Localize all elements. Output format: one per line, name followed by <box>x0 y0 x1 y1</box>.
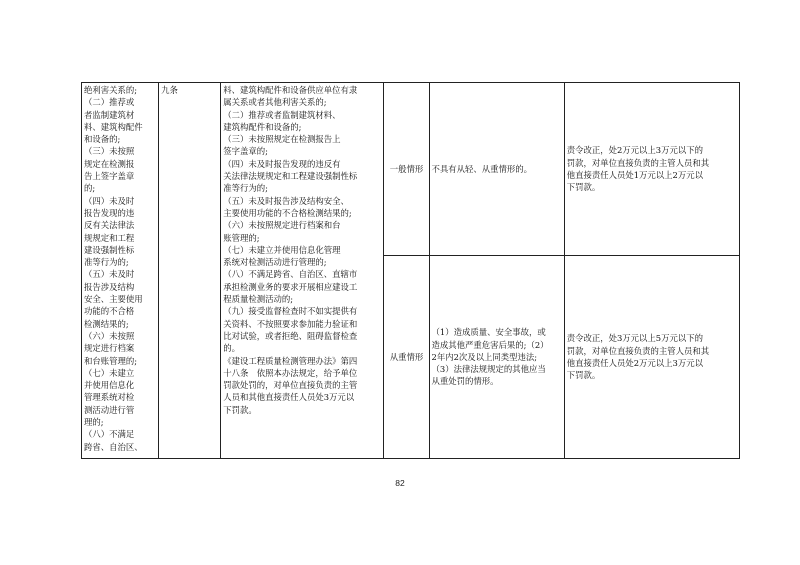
regulation-line: （五）未及时报告涉及结构安全、 <box>223 195 349 206</box>
legal-basis-line: 建设强制性标 <box>84 244 135 255</box>
standard-general-line: 责令改正，处2万元以上3万元以下的 <box>566 145 703 156</box>
regulation-line: 罚款处罚的，对单位直接负责的主管 <box>223 380 358 391</box>
article-label: 九条 <box>161 85 178 95</box>
legal-basis-line: 跨省、自治区、 <box>84 441 143 452</box>
regulation-cell <box>221 83 384 459</box>
legal-basis-line: 的; <box>84 183 96 194</box>
regulation-line: 十八条 依照本办法规定，给予单位 <box>223 367 358 378</box>
level-cell-severe <box>384 256 429 459</box>
legal-basis-line: 功能的不合格 <box>84 306 135 317</box>
legal-basis-line: （六）未按照 <box>84 330 135 341</box>
legal-basis-line: 和台账管理的; <box>84 355 138 366</box>
legal-basis-line: 者监制建筑材 <box>84 109 135 120</box>
circumstance-cell-severe <box>429 256 564 459</box>
legal-basis-line: （二）推荐或 <box>84 97 135 108</box>
regulation-line: 程质量检测活动的; <box>223 294 294 305</box>
legal-basis-line: 反有关法律法 <box>84 220 135 231</box>
legal-basis-line: 理的; <box>84 417 104 428</box>
legal-basis-line: （三）未按照 <box>84 146 135 157</box>
penalty-table <box>81 82 740 459</box>
legal-basis-line: 安全、主要使用 <box>84 294 143 305</box>
regulation-line: 下罚款。 <box>223 404 257 415</box>
circumstance-cell-general <box>429 83 564 256</box>
standard-general-line: 下罚款。 <box>566 182 601 193</box>
regulation-text <box>223 84 381 416</box>
standard-general-line: 罚款，对单位直接负责的主管人员和其 <box>566 157 710 168</box>
legal-basis-line: 检测结果的; <box>84 318 129 329</box>
page-number: 82 <box>395 478 405 488</box>
circumstance-severe-line: （1）造成质量、安全事故，或 <box>431 327 546 338</box>
standard-severe-line: 责令改正，处3万元以上5万元以下的 <box>566 333 703 344</box>
regulation-line: 关资料、不按照要求参加能力验证和 <box>223 318 358 329</box>
legal-basis-line: 规定在检测报 <box>84 158 135 169</box>
legal-basis-line: 并使用信息化 <box>84 380 135 391</box>
circumstance-severe-line: 造成其他严重危害后果的;（2） <box>431 339 549 350</box>
regulation-line: （四）未及时报告发现的违反有 <box>223 158 341 169</box>
regulation-line: （六）未按照规定进行档案和台 <box>223 220 341 231</box>
regulation-line: 属关系或者其他利害关系的; <box>223 97 327 108</box>
regulation-line: （九）接受监督检查时不如实提供有 <box>223 306 358 317</box>
standard-severe-line: 下罚款。 <box>566 370 601 381</box>
regulation-line: 主要使用功能的不合格检测结果的; <box>223 207 352 218</box>
regulation-line: 建筑构配件和设备的; <box>223 121 302 132</box>
legal-basis-cell <box>82 83 159 459</box>
regulation-line: 关法律法规规定和工程建设强制性标 <box>223 171 358 182</box>
regulation-line: 系统对检测活动进行管理的; <box>223 257 327 268</box>
legal-basis-line: 规定进行档案 <box>84 343 135 354</box>
circumstance-severe-line: 从重处罚的情形。 <box>431 376 499 387</box>
circumstance-severe-line: （3）法律法规规定的其他应当 <box>431 364 546 375</box>
standard-severe-line: 罚款，对单位直接负责的主管人员和其 <box>566 345 710 356</box>
legal-basis-line: （八）不满足 <box>84 429 135 440</box>
standard-severe-line: 他直接责任人员处2万元以上3万元以 <box>566 358 703 368</box>
legal-basis-line: 准等行为的; <box>84 257 129 268</box>
legal-basis-line: 管理系统对检 <box>84 392 135 403</box>
regulation-line: （八）不满足跨省、自治区、直辖市 <box>223 269 358 280</box>
standard-general-text <box>567 144 737 193</box>
circumstance-general: 不具有从轻、从重情形的。 <box>431 163 532 174</box>
level-cell-general <box>384 83 429 256</box>
legal-basis-line: （五）未及时 <box>84 269 135 280</box>
table-row-general <box>82 83 740 256</box>
regulation-line: 准等行为的; <box>223 183 268 194</box>
level-general: 一般情形 <box>389 163 424 174</box>
legal-basis-line: 报告发现的违 <box>84 207 135 218</box>
regulation-line: （七）未建立并使用信息化管理 <box>223 244 341 255</box>
legal-basis-line: 绝利害关系的; <box>84 85 138 95</box>
legal-basis-line: 和设备的; <box>84 134 121 145</box>
regulation-line: （二）推荐或者监制建筑材料、 <box>223 109 341 120</box>
standard-severe-text <box>567 332 737 381</box>
standard-cell-severe <box>564 256 739 459</box>
standard-general-line: 他直接责任人员处1万元以上2万元以 <box>566 170 703 180</box>
legal-basis-line: （七）未建立 <box>84 367 135 378</box>
regulation-line: 的。 <box>223 343 240 354</box>
legal-basis-line: 规规定和工程 <box>84 232 135 243</box>
regulation-line: 账管理的; <box>223 232 260 243</box>
regulation-line: 《建设工程质量检测管理办法》第四 <box>223 355 358 366</box>
article-cell <box>159 83 221 459</box>
standard-cell-general <box>564 83 739 256</box>
regulation-line: 人员和其他直接责任人员处3万元以 <box>223 392 355 403</box>
legal-basis-line: 料、建筑构配件 <box>84 121 143 132</box>
regulation-line: 签字盖章的; <box>223 146 268 157</box>
circumstance-severe-line: 2年内2次及以上同类型违法; <box>431 351 538 362</box>
circumstance-severe-text <box>432 326 562 387</box>
legal-basis-text <box>84 84 156 453</box>
legal-basis-line: 告上签字盖章 <box>84 171 135 182</box>
legal-basis-line: （四）未及时 <box>84 195 135 206</box>
regulation-line: 比对试验，或者拒绝、阻碍监督检查 <box>223 330 358 341</box>
regulation-line: 料、建筑构配件和设备供应单位有隶 <box>223 85 358 95</box>
regulation-line: 承担检测业务的要求开展相应建设工 <box>223 281 358 292</box>
regulation-line: （三）未按照规定在检测报告上 <box>223 134 341 145</box>
legal-basis-line: 测活动进行管 <box>84 404 135 415</box>
legal-basis-line: 报告涉及结构 <box>84 281 135 292</box>
level-severe: 从重情形 <box>389 351 424 362</box>
